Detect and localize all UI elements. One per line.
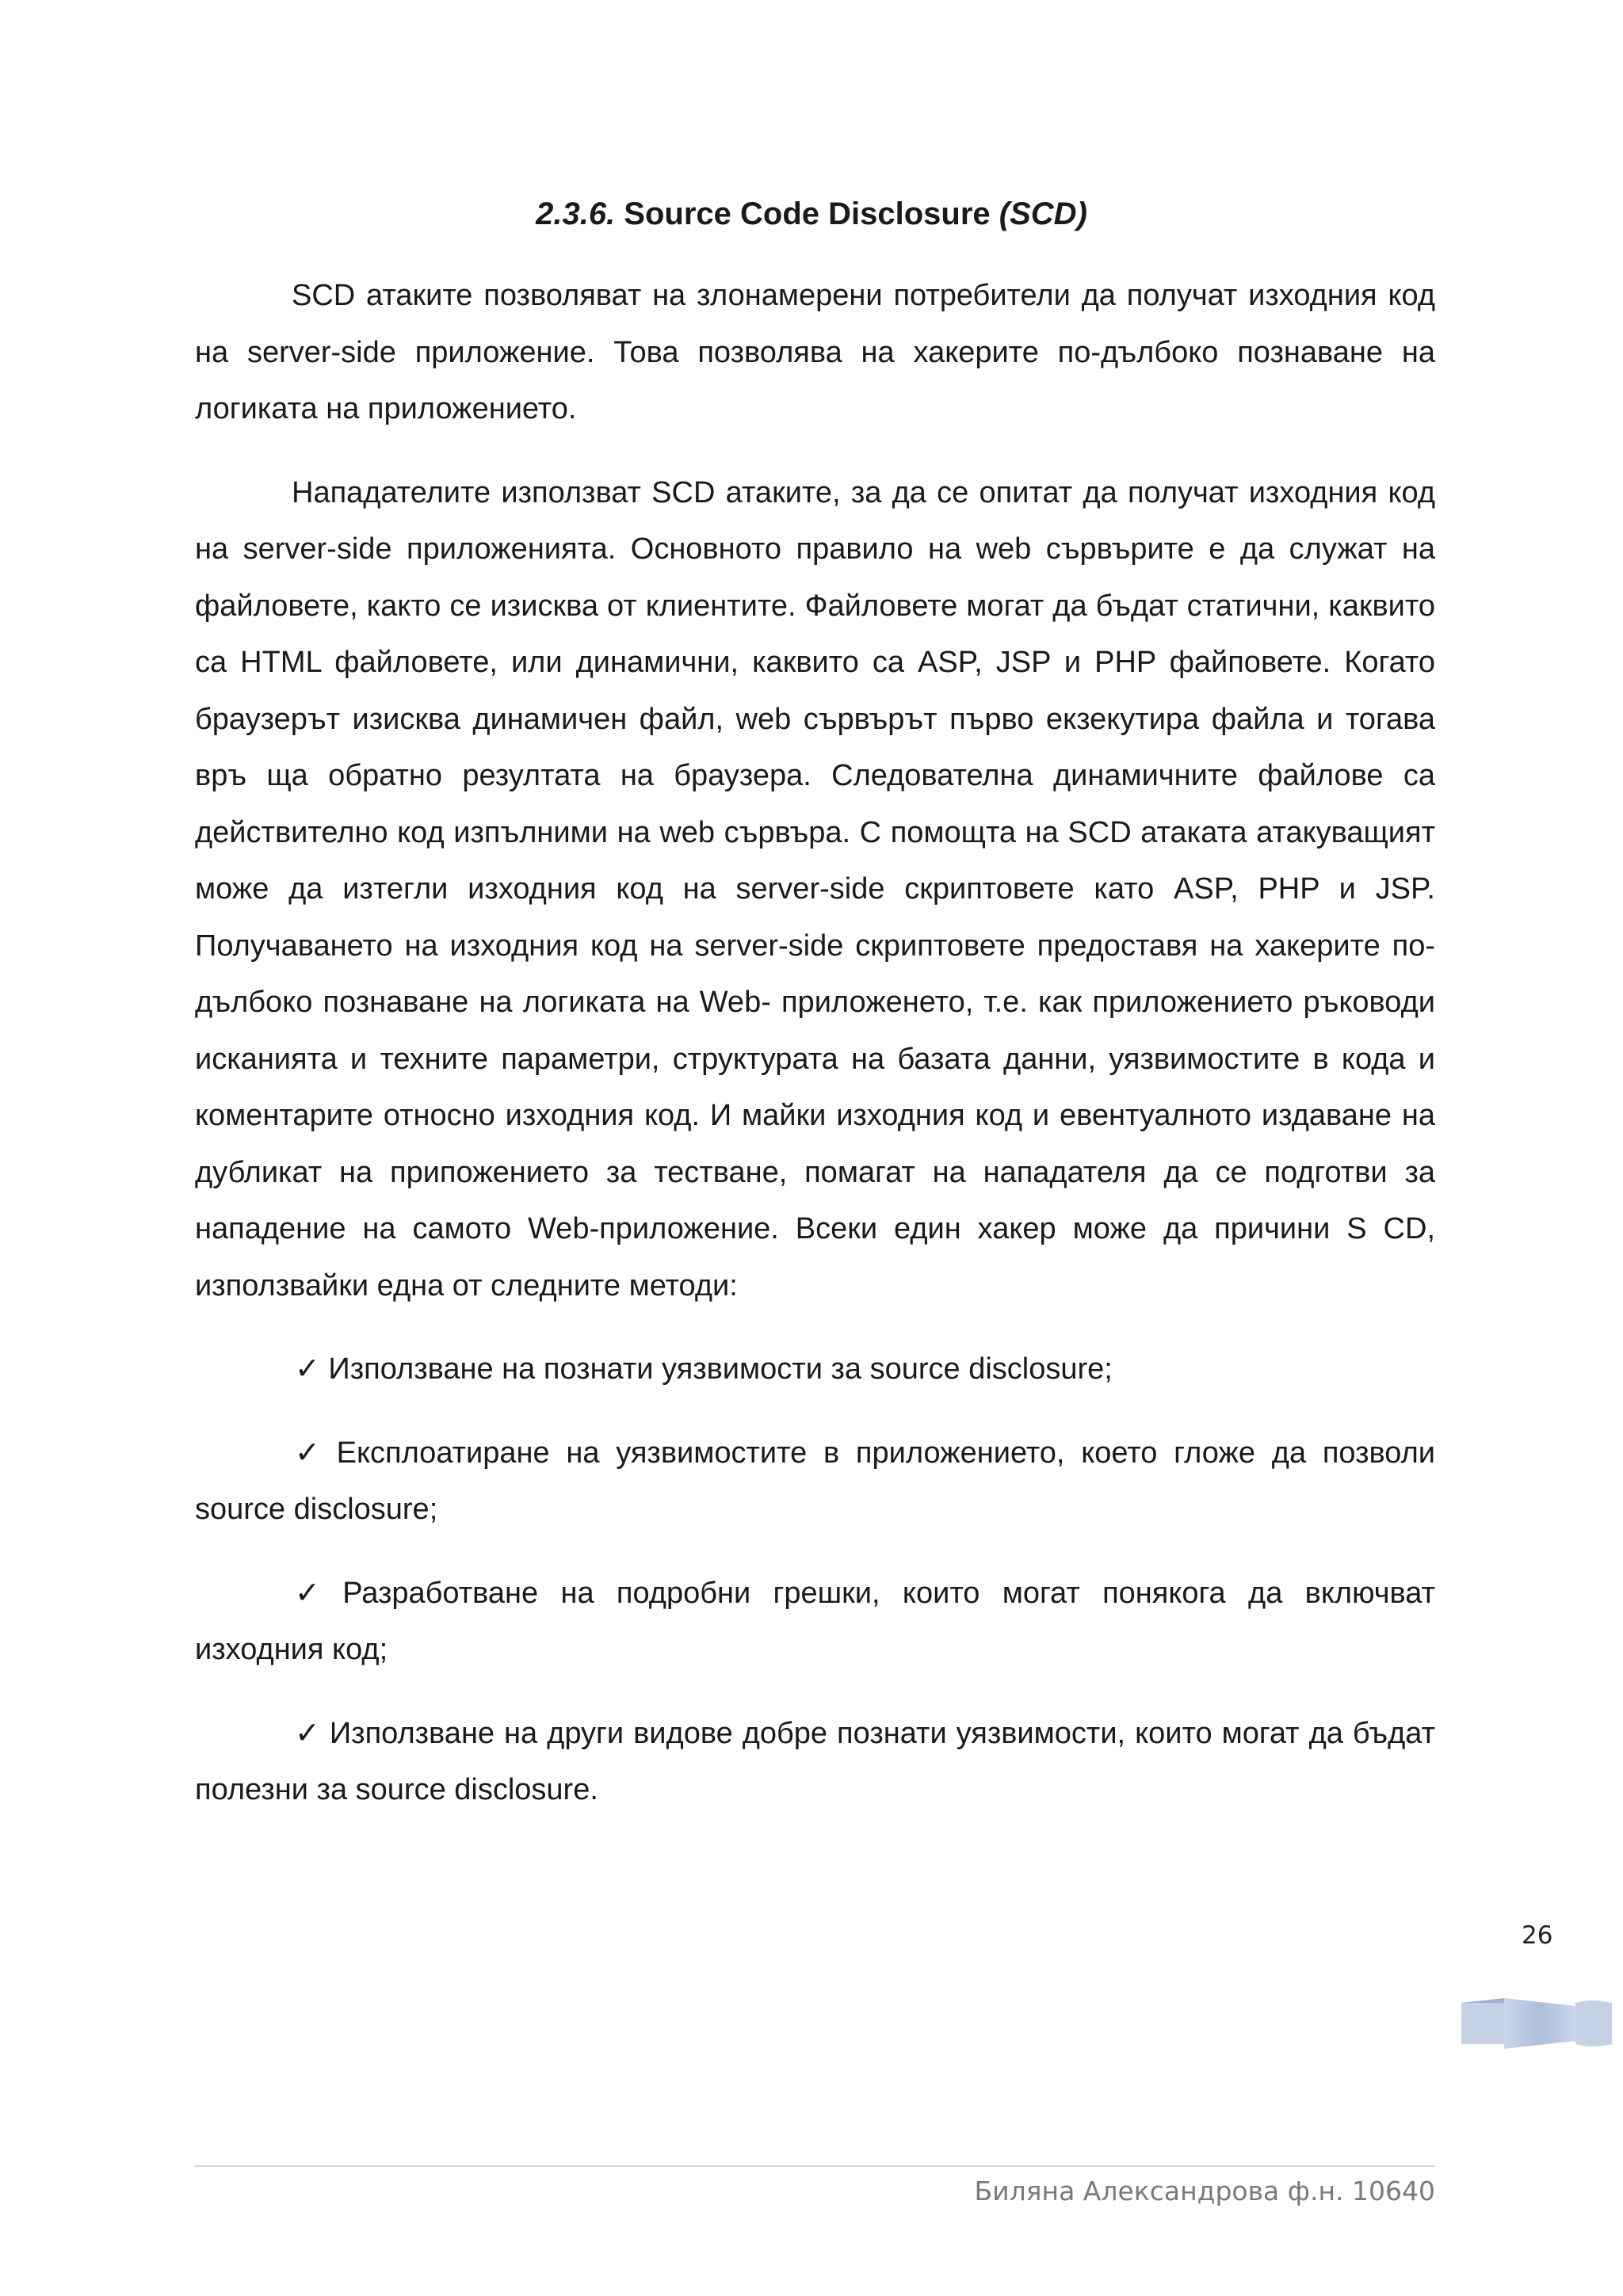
page-decoration-ribbon-icon — [1457, 1992, 1615, 2055]
paragraph-main: Нападателите използват SCD атаките, за да се опитат да получат изходния код на server-side приложенията. Основното правило на web сървърите е да служат на файловете, както се изисква от клиентите. Файловете могат да бъдат статични, каквито са HTML файловете, или динамични, каквито са ASP, JSP и PHP файповете. Когато браузерът изисква динамичен файл, web сървърът първо екзекутира файла и тогава връ ща обратно резултата на браузера. Следователна динамичните файлове са действително код изпълними на web сървъра. С помощта на SCD атаката атакуващият може да изтегли изходния код на server-side скриптовете като ASP, PHP и JSP. Получаването на изходния код на server-side скриптовете предоставя на хакерите по-дълбоко познаване на логиката на Web- приложенето, т.е. как приложението ръководи исканията и техните параметри, структурата на базата данни, уязвимостите в кода и коментарите относно изходния код. И майки изходния код и евентуалното издаване на дубликат на припожението за тестване, помагат на нападателя да се подготви за нападение на самото Web-приложение. Всеки един хакер може да причини S CD, използвайки една от следните методи: — [195, 475, 1435, 1302]
page-number: 26 — [1522, 1921, 1553, 1950]
check-mark-icon: ✓ — [295, 1716, 320, 1750]
method-item-1 — [195, 1341, 1435, 1398]
section-number: 2.3.6. — [536, 196, 616, 231]
check-mark-icon: ✓ — [295, 1436, 320, 1470]
footer-author: Биляна Александрова ф.н. 10640 — [974, 2176, 1435, 2206]
method-text: Разработване на подробни грешки, които могат понякога да включват изходния код; — [195, 1576, 1436, 1666]
section-abbreviation: (SCD) — [999, 196, 1087, 231]
section-title: Source Code Disclosure — [624, 196, 991, 231]
check-mark-icon: ✓ — [295, 1576, 320, 1610]
footer-divider — [195, 2165, 1435, 2167]
paragraph-intro: SCD атаките позволяват на злонамерени потребители да получат изходния код на server-side приложение. Това позволява на хакерите по-дълбоко познаване на логиката на приложението. — [195, 279, 1435, 425]
method-text: Използване на познати уязвимости за source disclosure; — [328, 1352, 1113, 1386]
body-text — [195, 268, 1435, 1846]
method-text: Експлоатиране на уязвимостите в приложението, което гложе да позволи source disclosure; — [195, 1436, 1436, 1526]
method-item-2 — [195, 1425, 1435, 1539]
method-item-4 — [195, 1706, 1435, 1819]
section-heading — [0, 190, 1623, 238]
method-item-3 — [195, 1566, 1435, 1679]
check-mark-icon: ✓ — [295, 1352, 320, 1386]
method-text: Използване на други видове добре познати уязвимости, които могат да бъдат полезни за source disclosure. — [195, 1716, 1436, 1806]
